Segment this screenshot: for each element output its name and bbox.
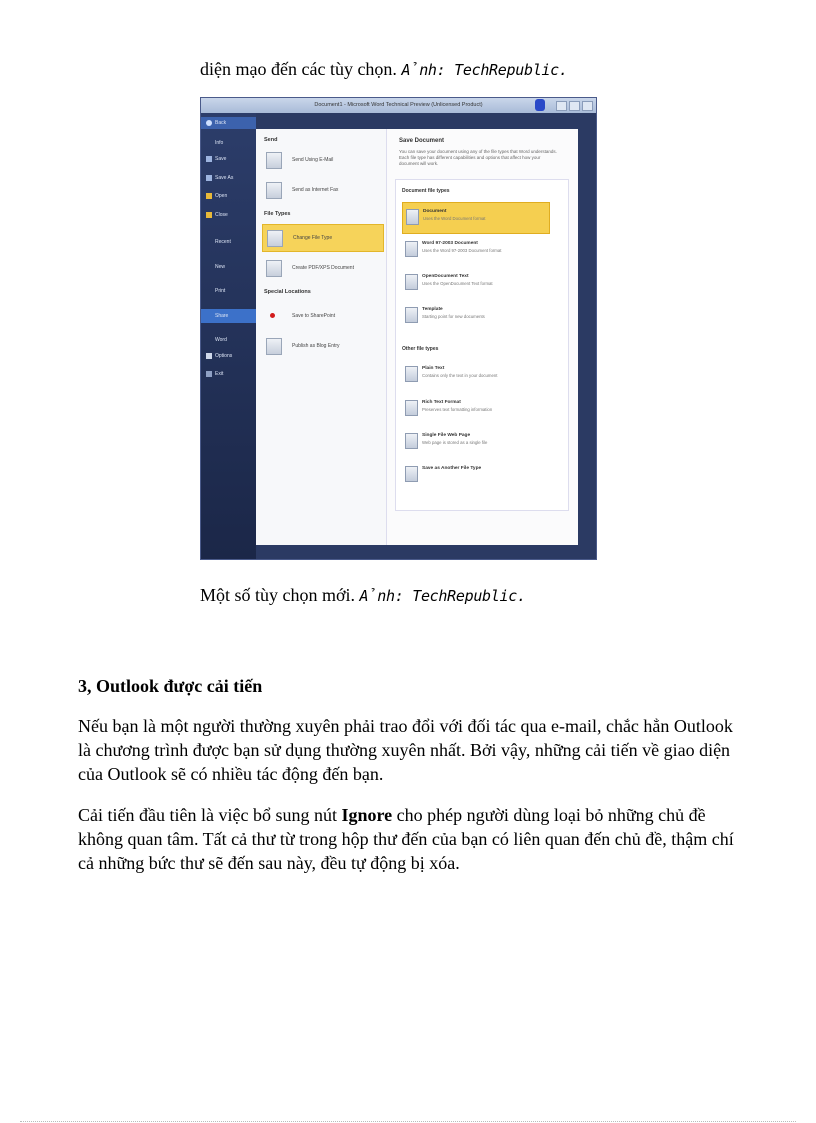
folder-icon	[206, 193, 212, 199]
ignore-keyword: Ignore	[341, 805, 393, 825]
filetype-plain-text: Plain Text Contains only the text in your document	[402, 360, 548, 390]
send-header: Send	[264, 137, 278, 143]
file-type-icon	[267, 230, 283, 247]
caption-top-text: diện mạo đến các tùy chọn.	[200, 59, 402, 79]
web-page-icon	[405, 433, 418, 449]
window-controls	[556, 101, 593, 111]
page-bottom-rule	[20, 1121, 796, 1122]
filetype-odt: OpenDocument Text Uses the OpenDocument Text format	[402, 268, 548, 298]
file-types-box	[395, 179, 569, 511]
save-document-desc: You can save your document using any of the file types that Word understands. Each file type has different capabilities and options that affect how your document will work.	[399, 149, 557, 166]
pdf-icon	[266, 260, 282, 277]
sharepoint-icon	[270, 313, 275, 318]
blog-item: Publish as Blog Entry	[262, 333, 382, 359]
other-types-header: Other file types	[402, 346, 439, 352]
text-icon	[405, 366, 418, 382]
share-options	[256, 129, 387, 545]
window-titlebar	[201, 98, 596, 113]
blog-icon	[266, 338, 282, 355]
nav-open: Open	[201, 190, 256, 202]
minimize-icon	[556, 101, 567, 111]
nav-back: Back	[201, 117, 256, 129]
email-icon	[266, 152, 282, 169]
fax-icon	[266, 182, 282, 199]
create-pdf-item: Create PDF/XPS Document	[262, 255, 382, 281]
caption-bottom-credit: Ảnh: TechRepublic.	[359, 587, 526, 605]
maximize-icon	[569, 101, 580, 111]
save-another-icon	[405, 466, 418, 482]
filetype-rtf: Rich Text Format Preserves text formatting information	[402, 394, 548, 424]
nav-recent: Recent	[215, 239, 231, 245]
close-folder-icon	[206, 212, 212, 218]
word-backstage-screenshot	[200, 97, 597, 560]
backstage-nav	[201, 113, 256, 559]
nav-share: Share	[201, 309, 256, 323]
send-fax-item: Send as Internet Fax	[262, 177, 382, 203]
nav-close: Close	[201, 209, 256, 221]
save-as-icon	[206, 175, 212, 181]
paragraph-1: Nếu bạn là một người thường xuyên phải trao đổi với đối tác qua e-mail, chắc hẳn Outlook là chương trình được bạn sử dụng thường xuyên nhất. Bởi vậy, những cải tiến về giao diện của Outlook sẽ có nhiều tác động đến bạn.	[78, 716, 733, 784]
filetype-template: Template Starting point for new documents	[402, 301, 548, 331]
sharepoint-item: Save to SharePoint	[262, 303, 382, 329]
nav-new: New	[215, 264, 226, 270]
template-icon	[405, 307, 418, 323]
filetype-word97: Word 97-2003 Document Uses the Word 97-2003 Document format	[402, 235, 548, 265]
document-icon	[406, 209, 419, 225]
save-document-title: Save Document	[399, 138, 445, 144]
backstage-panel	[256, 129, 578, 545]
doc-types-header: Document file types	[402, 188, 450, 194]
nav-save-as: Save As	[201, 172, 256, 184]
section-heading: 3, Outlook được cải tiến	[78, 676, 263, 696]
back-icon	[206, 120, 212, 126]
nav-save: Save	[201, 153, 256, 165]
caption-bottom	[200, 583, 526, 608]
word97-icon	[405, 241, 418, 257]
save-icon	[206, 156, 212, 162]
caption-top	[200, 57, 568, 82]
close-icon	[582, 101, 593, 111]
caption-top-credit: Ảnh: TechRepublic.	[401, 61, 568, 79]
filetype-another: Save as Another File Type	[402, 460, 548, 490]
caption-bottom-text: Một số tùy chọn mới.	[200, 585, 360, 605]
rtf-icon	[405, 400, 418, 416]
nav-print: Print	[215, 288, 226, 294]
change-file-type-item: Change File Type	[262, 224, 384, 252]
paragraph-2: Cải tiến đầu tiên là việc bổ sung nút Ignore cho phép người dùng loại bỏ những chủ đề không quan tâm. Tất cả thư từ trong hộp thư đến của bạn có liên quan đến chủ đề, thậm chí cả những bức thư sẽ đến sau này, đều tự động bị xóa.	[78, 805, 734, 873]
special-header: Special Locations	[264, 289, 311, 295]
window-title: Document1 - Microsoft Word Technical Preview (Unlicensed Product)	[314, 102, 483, 108]
nav-info: Info	[215, 140, 224, 146]
nav-exit: Exit	[201, 368, 256, 380]
odt-icon	[405, 274, 418, 290]
help-icon	[535, 99, 545, 111]
save-document-pane	[387, 129, 578, 545]
send-email-item: Send Using E-Mail	[262, 147, 382, 173]
filetype-document: Document Uses the Word Document format	[402, 202, 550, 234]
filetype-web-page: Single File Web Page Web page is stored as a single file	[402, 427, 548, 457]
filetypes-header: File Types	[264, 211, 291, 217]
options-icon	[206, 353, 212, 359]
nav-options: Options	[201, 350, 256, 362]
exit-icon	[206, 371, 212, 377]
nav-word: Word	[215, 337, 227, 343]
